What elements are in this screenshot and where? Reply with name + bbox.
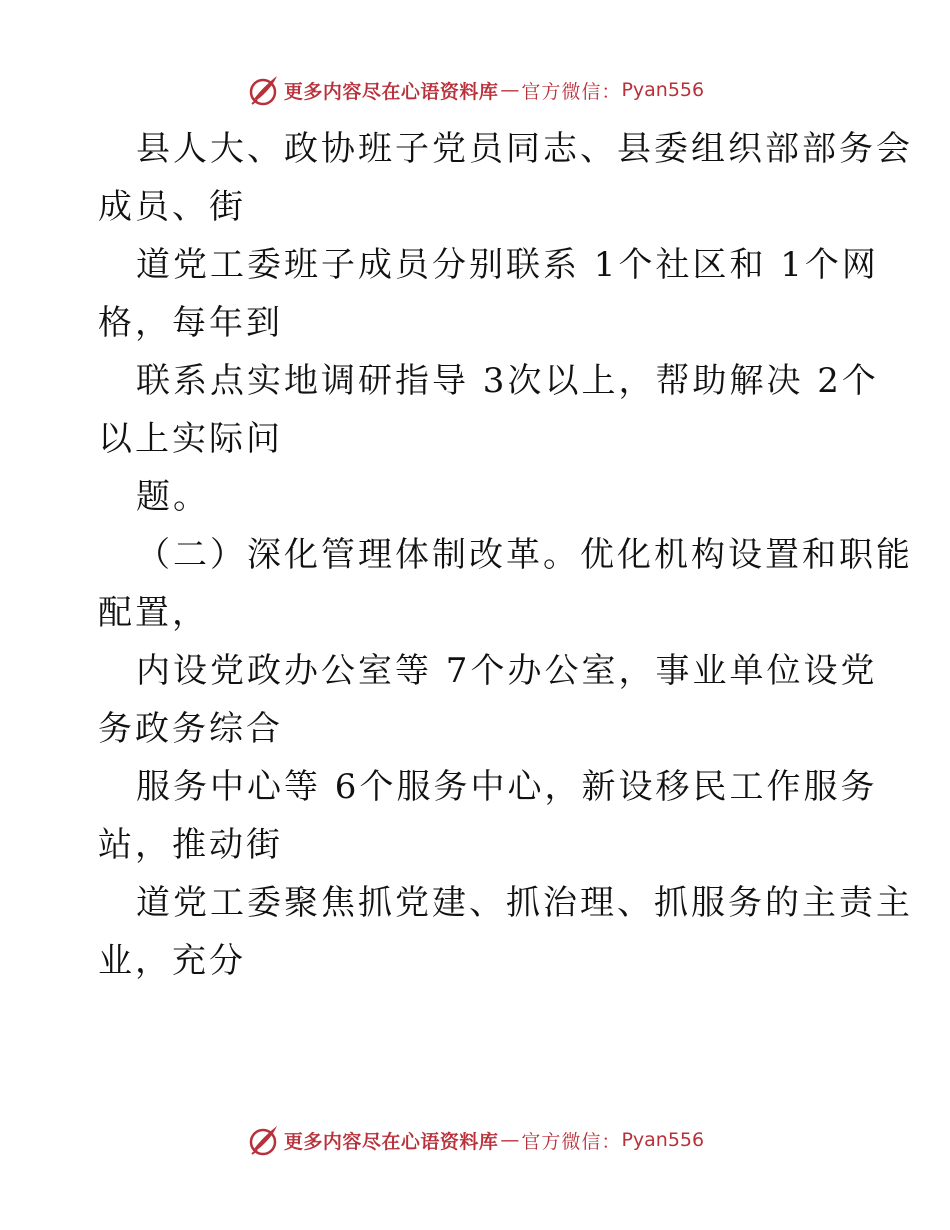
text-line: 道党工委班子成员分别联系 1个社区和 1个网: [136, 245, 879, 285]
banner-wechat-id: Pyan556: [621, 1129, 705, 1151]
text-line: 联系点实地调研指导 3次以上，帮助解决 2个: [136, 361, 879, 401]
banner-dash: —: [500, 79, 520, 101]
text-line: 以上实际问: [98, 419, 283, 459]
text-line: 配置，: [98, 593, 209, 633]
text-line: 道党工委聚焦抓党建、抓治理、抓服务的主责主: [136, 883, 913, 923]
banner-wechat-label: 官方微信：: [521, 1130, 622, 1153]
text-line: 成员、街: [98, 187, 246, 227]
quill-pen-logo-icon: [246, 1123, 280, 1157]
banner-wechat-label: 官方微信：: [521, 80, 622, 103]
text-line: 站，推动街: [98, 825, 283, 865]
banner-text: 更多内容尽在心语资料库: [283, 1130, 499, 1153]
text-line: 县人大、政协班子党员同志、县委组织部部务会: [136, 129, 913, 169]
section-heading-line: （二）深化管理体制改革。优化机构设置和职能: [136, 535, 913, 575]
banner-dash: —: [500, 1129, 520, 1151]
text-line: 务政务综合: [98, 709, 283, 749]
text-line: 格，每年到: [98, 303, 283, 343]
text-line: 内设党政办公室等 7个办公室，事业单位设党: [136, 651, 878, 691]
banner-text: 更多内容尽在心语资料库: [283, 80, 499, 103]
document-body: [98, 120, 913, 990]
text-line: 业，充分: [98, 941, 246, 981]
header-banner: [0, 70, 950, 110]
text-line: 题。: [136, 477, 210, 517]
text-line: 服务中心等 6个服务中心，新设移民工作服务: [136, 767, 878, 807]
quill-pen-logo-icon: [246, 73, 280, 107]
footer-banner: [0, 1120, 950, 1160]
banner-wechat-id: Pyan556: [621, 79, 705, 101]
